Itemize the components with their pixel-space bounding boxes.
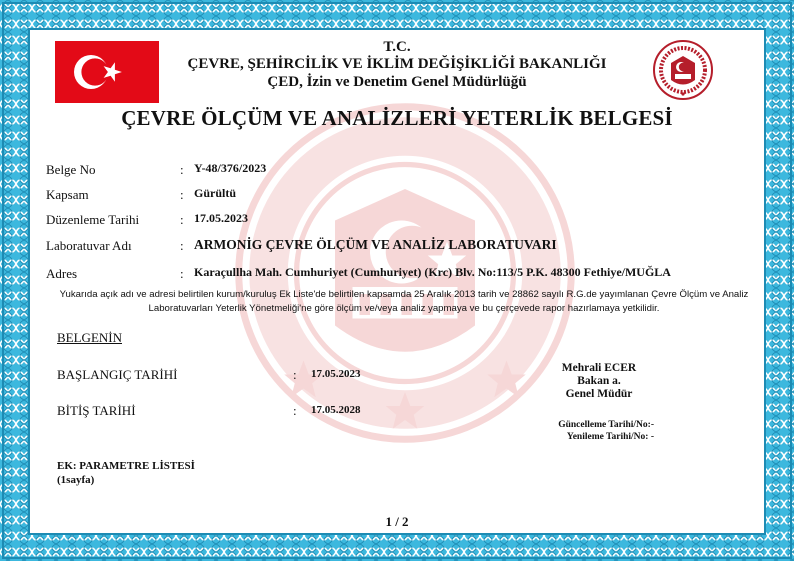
field-colon: :	[180, 187, 184, 202]
field-colon: :	[180, 238, 184, 253]
field-label: Laboratuvar Adı	[46, 238, 132, 253]
signatory-line2: Bakan a.	[577, 375, 621, 387]
start-date-value: 17.05.2023	[311, 368, 361, 380]
field-value: Gürültü	[194, 186, 237, 200]
validity-heading: BELGENİN	[57, 330, 122, 345]
field-label: Adres	[46, 266, 78, 281]
field-colon: :	[180, 212, 184, 227]
republic-abbreviation: T.C.	[383, 39, 411, 55]
update-info: Güncelleme Tarihi/No:-	[558, 420, 654, 430]
field-value: Y-48/376/2023	[194, 161, 267, 175]
annex-title: EK: PARAMETRE LİSTESİ	[57, 460, 195, 472]
end-date-label: BİTİŞ TARİHİ	[57, 403, 136, 418]
page-number: 1 / 2	[385, 514, 409, 529]
authorization-statement: Yukarıda açık adı ve adresi belirtilen kurum/kuruluş Ek Liste'de belirtilen kapsamda 25 Aralık 2013 tarih ve 28862 sayılı R.G.de yayımlanan Çevre Ölçüm ve Analiz Laboratuvarları Yeterlik Yönetmeliği'ne göre ölçüm ve/veya analiz yapmaya ve bu çerçevede rapor hazırlamaya yetkilidir.	[59, 289, 749, 314]
validity-end-row	[57, 403, 361, 419]
field-value: Karaçullha Mah. Cumhuriyet (Cumhuriyet) (Krc) Blv. No:113/5 P.K. 48300 Fethiye/MUĞLA	[194, 265, 671, 279]
end-date-value: 17.05.2028	[311, 404, 361, 416]
signatory-block	[546, 362, 652, 401]
field-value: 17.05.2023	[194, 211, 248, 225]
field-colon: :	[180, 162, 184, 177]
field-colon: :	[180, 266, 184, 281]
ministry-name: ÇEVRE, ŞEHİRCİLİK VE İKLİM DEĞİŞİKLİĞİ BAKANLIĞI	[187, 56, 607, 72]
field-label: Belge No	[46, 162, 96, 177]
field-label: Düzenleme Tarihi	[46, 212, 140, 227]
directorate-name: ÇED, İzin ve Denetim Genel Müdürlüğü	[267, 74, 527, 90]
field-colon: :	[293, 367, 297, 382]
field-value: ARMONİG ÇEVRE ÖLÇÜM VE ANALİZ LABORATUVARI	[194, 237, 557, 252]
annex-pages: (1sayfa)	[57, 474, 95, 486]
field-label: Kapsam	[46, 187, 89, 202]
signatory-name: Mehrali ECER	[561, 362, 637, 374]
document-title: ÇEVRE ÖLÇÜM VE ANALİZLERİ YETERLİK BELGESİ	[121, 106, 673, 130]
validity-start-row	[57, 367, 361, 383]
start-date-label: BAŞLANGIÇ TARİHİ	[57, 367, 178, 382]
renewal-info: Yenileme Tarihi/No: -	[566, 432, 654, 442]
signatory-title: Genel Müdür	[565, 388, 633, 400]
field-colon: :	[293, 403, 297, 418]
